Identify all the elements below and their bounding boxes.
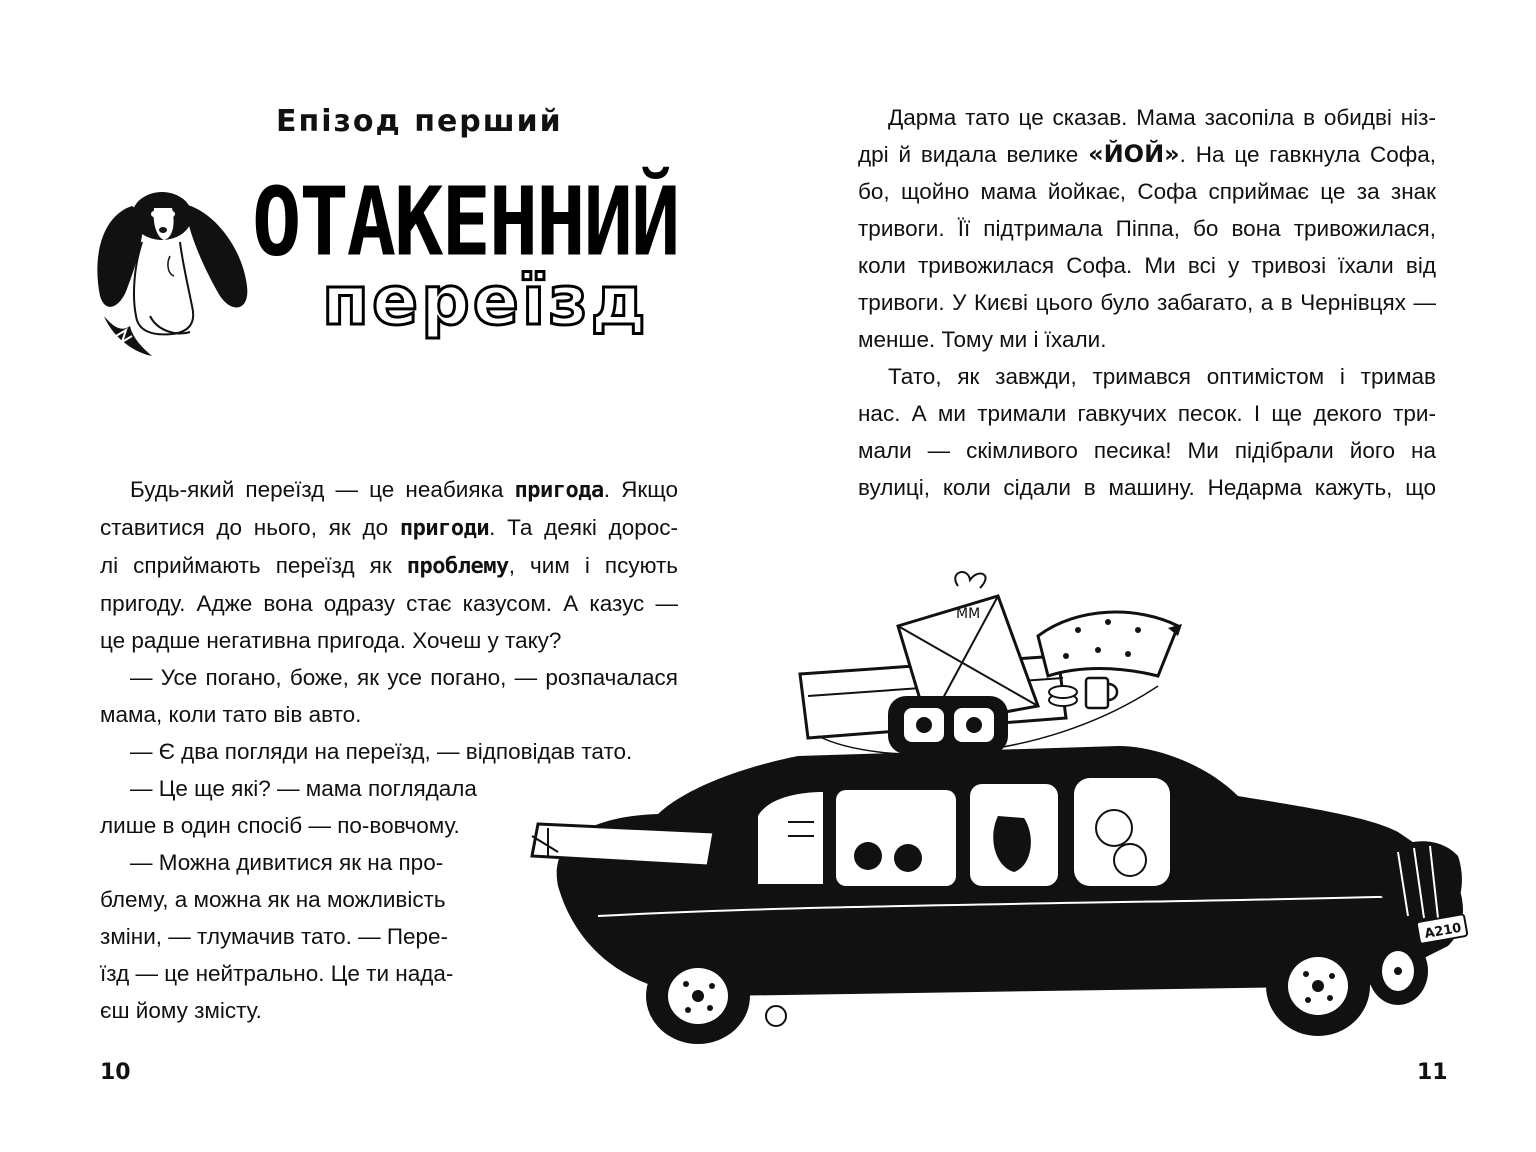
text-line: Тато, як завжди, тримався оптимістом і тримав — [888, 364, 1436, 389]
right-body-text — [858, 99, 1436, 506]
car-with-luggage-icon — [518, 566, 1478, 1056]
highlighted-word: пригода — [514, 478, 604, 503]
text-line: — Можна дивитися як на про- — [130, 850, 444, 875]
dog-icon — [92, 186, 252, 362]
text-line: це радше негативна пригода. Хочеш у таку? — [100, 628, 562, 653]
text-line: тривоги. У Києві цього було забагато, а в Чернівцях — — [858, 290, 1436, 315]
page-number-right: 11 — [1417, 1060, 1448, 1085]
text-line: коли тривожилася Софа. Ми всі у тривозі їхали від — [858, 253, 1436, 278]
text-line: бо, щойно мама йойкає, Софа сприймає це за знак — [858, 179, 1436, 204]
text-line: єш йому змісту. — [100, 998, 262, 1023]
radio-icon — [888, 696, 1008, 754]
text-line: Будь-який переїзд — це неабияка пригода. Якщо — [130, 477, 678, 503]
text-line: тривоги. Її підтримала Піппа, бо вона тривожилася, — [858, 216, 1436, 241]
text-line: лише в один спосіб — по-вовчому. — [100, 813, 460, 838]
text-line: нас. А ми тримали гавкучих песок. І ще декого три- — [858, 401, 1436, 426]
svg-text:MM: MM — [956, 606, 981, 622]
page-number-left: 10 — [100, 1060, 131, 1085]
text-line: мали — скімливого песика! Ми підібрали його на — [858, 438, 1436, 463]
text-line: лі сприймають переїзд як проблему, чим і псують — [100, 553, 678, 579]
text-line: менше. Тому ми і їхали. — [858, 327, 1107, 352]
episode-label: Епізод перший — [276, 104, 563, 139]
highlighted-word: «ЙОЙ» — [1088, 140, 1180, 168]
svg-text:A210: A210 — [1423, 920, 1463, 942]
text-line: — Усе погано, боже, як усе погано, — розпачалася — [130, 665, 678, 690]
chapter-title: ОТАКЕННИЙ — [252, 168, 679, 278]
text-line: Дарма тато це сказав. Мама засопіла в обидві ніз- — [888, 105, 1436, 130]
text-line: дрі й видала велике «ЙОЙ». На це гавкнула Софа, — [858, 140, 1436, 168]
text-line: блему, а можна як на можливість — [100, 887, 446, 912]
text-line: їзд — це нейтрально. Це ти нада- — [100, 961, 454, 986]
wheel-icon — [646, 948, 750, 1044]
wheel-icon — [1266, 936, 1370, 1036]
text-line: — Це ще які? — мама поглядала — [130, 776, 477, 801]
text-line: ставитися до нього, як до пригоди. Та деякі дорос- — [100, 515, 678, 541]
highlighted-word: пригоди — [399, 516, 490, 541]
text-line: пригоду. Адже вона одразу стає казусом. А казус — — [100, 591, 678, 616]
chapter-subtitle: переїзд — [322, 262, 649, 341]
text-line: зміни, — тлумачив тато. — Пере- — [100, 924, 449, 949]
highlighted-word: проблему — [406, 554, 509, 579]
text-line: вулиці, коли сідали в машину. Недарма кажуть, що — [858, 475, 1436, 500]
text-line: — Є два погляди на переїзд, — відповідав тато. — [130, 739, 633, 764]
bag-icon — [1038, 612, 1182, 676]
text-line: мама, коли тато вів авто. — [100, 702, 362, 727]
wheel-icon — [1368, 937, 1428, 1005]
